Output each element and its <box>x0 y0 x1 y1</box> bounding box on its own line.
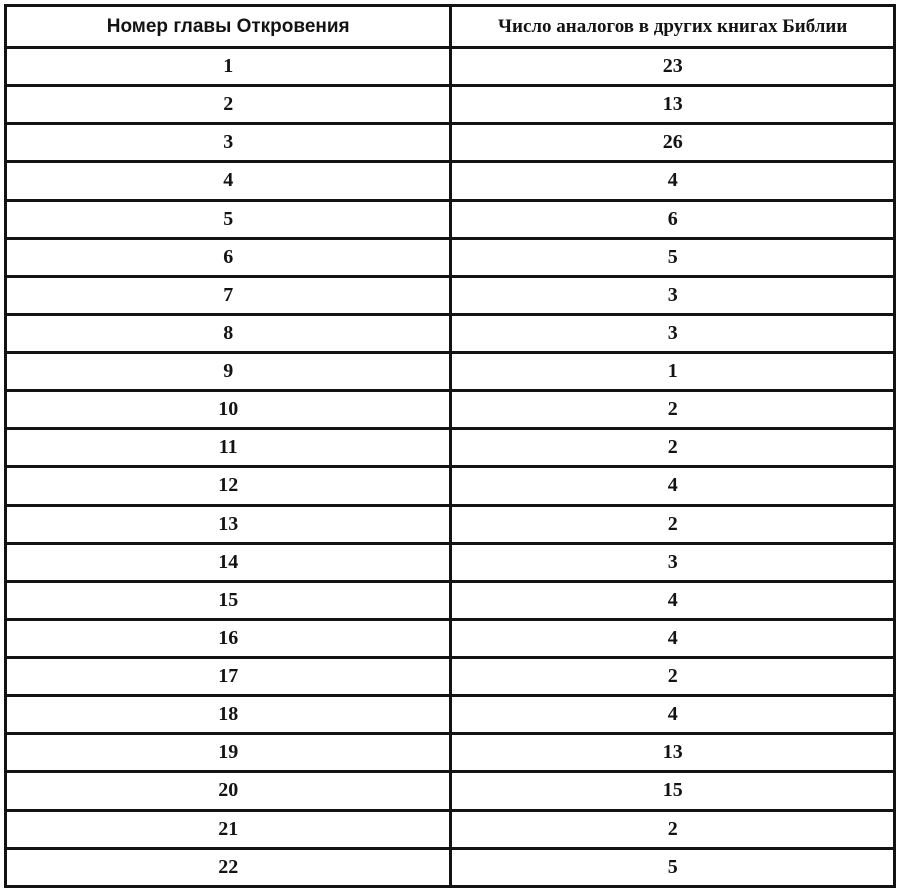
chapter-column-header: Номер главы Откровения <box>6 6 451 48</box>
table-row <box>6 200 895 238</box>
table-row <box>6 314 895 352</box>
chapter-cell: 22 <box>6 848 451 886</box>
table-row <box>6 353 895 391</box>
analog-count-cell: 4 <box>451 696 895 734</box>
table-head <box>6 6 895 48</box>
analog-count-cell: 3 <box>451 314 895 352</box>
analog-count-cell: 2 <box>451 505 895 543</box>
table-body <box>6 48 895 887</box>
chapter-cell: 5 <box>6 200 451 238</box>
chapter-cell: 21 <box>6 810 451 848</box>
chapter-cell: 7 <box>6 276 451 314</box>
chapter-cell: 12 <box>6 467 451 505</box>
chapter-cell: 17 <box>6 658 451 696</box>
analog-count-cell: 2 <box>451 429 895 467</box>
chapter-cell: 1 <box>6 48 451 86</box>
table-row <box>6 734 895 772</box>
chapter-cell: 10 <box>6 391 451 429</box>
table-row <box>6 467 895 505</box>
analog-count-cell: 15 <box>451 772 895 810</box>
analog-count-cell: 13 <box>451 734 895 772</box>
table-row <box>6 505 895 543</box>
table-row <box>6 658 895 696</box>
analog-count-cell: 13 <box>451 86 895 124</box>
table-row <box>6 124 895 162</box>
table-row <box>6 619 895 657</box>
analog-count-cell: 4 <box>451 619 895 657</box>
chapter-cell: 16 <box>6 619 451 657</box>
chapter-cell: 14 <box>6 543 451 581</box>
chapter-cell: 6 <box>6 238 451 276</box>
table-row <box>6 810 895 848</box>
table-row <box>6 543 895 581</box>
chapter-cell: 3 <box>6 124 451 162</box>
chapter-cell: 19 <box>6 734 451 772</box>
table-row <box>6 429 895 467</box>
chapter-cell: 20 <box>6 772 451 810</box>
chapter-cell: 13 <box>6 505 451 543</box>
revelation-analogs-table <box>4 4 896 888</box>
table-row <box>6 238 895 276</box>
table-row <box>6 48 895 86</box>
header-row <box>6 6 895 48</box>
table-row <box>6 86 895 124</box>
analog-count-cell: 3 <box>451 276 895 314</box>
analog-count-cell: 1 <box>451 353 895 391</box>
analog-count-cell: 2 <box>451 391 895 429</box>
table-row <box>6 772 895 810</box>
table-row <box>6 581 895 619</box>
chapter-cell: 11 <box>6 429 451 467</box>
table-row <box>6 391 895 429</box>
analog-count-cell: 4 <box>451 581 895 619</box>
analog-count-cell: 4 <box>451 467 895 505</box>
analog-count-cell: 2 <box>451 658 895 696</box>
table-row <box>6 276 895 314</box>
table-row <box>6 848 895 886</box>
analog-count-cell: 23 <box>451 48 895 86</box>
chapter-cell: 9 <box>6 353 451 391</box>
analog-count-cell: 5 <box>451 238 895 276</box>
chapter-cell: 4 <box>6 162 451 200</box>
analog-count-cell: 2 <box>451 810 895 848</box>
table-row <box>6 162 895 200</box>
analog-count-cell: 6 <box>451 200 895 238</box>
analog-count-cell: 26 <box>451 124 895 162</box>
chapter-cell: 2 <box>6 86 451 124</box>
analog-count-cell: 5 <box>451 848 895 886</box>
analog-count-cell: 4 <box>451 162 895 200</box>
chapter-cell: 18 <box>6 696 451 734</box>
analogs-column-header: Число аналогов в других книгах Библии <box>451 6 895 48</box>
chapter-cell: 8 <box>6 314 451 352</box>
analog-count-cell: 3 <box>451 543 895 581</box>
chapter-cell: 15 <box>6 581 451 619</box>
table-row <box>6 696 895 734</box>
